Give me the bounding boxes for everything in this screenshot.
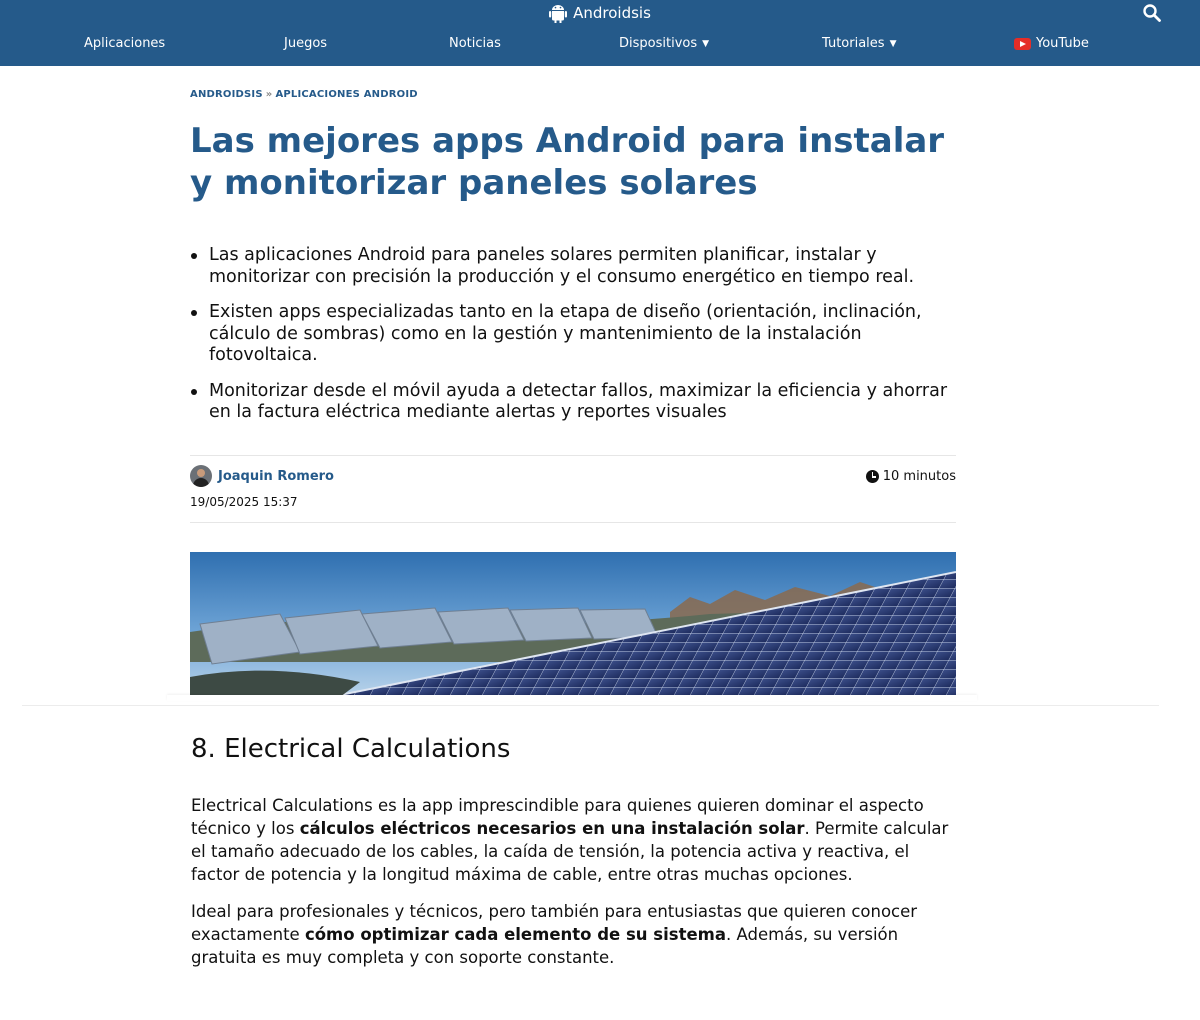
nav-item-tutoriales[interactable]	[822, 36, 896, 51]
chevron-down-icon: ▼	[889, 38, 897, 49]
article-summary	[190, 245, 960, 438]
summary-item: Las aplicaciones Android para paneles solares permiten planificar, instalar y monitorizar con precisión la producción y el consumo energético en tiempo real.	[190, 245, 960, 288]
read-time	[866, 469, 956, 484]
summary-item: Existen apps especializadas tanto en la etapa de diseño (orientación, inclinación, cálculo de sombras) como en la gestión y mantenimiento de la instalación fotovoltaica.	[190, 302, 960, 367]
nav-label: YouTube	[1036, 36, 1089, 51]
article-title: Las mejores apps Android para instalar y monitorizar paneles solares	[190, 121, 945, 203]
nav-label: Aplicaciones	[84, 36, 166, 51]
site-name: Androidsis	[573, 4, 651, 22]
nav-label: Juegos	[284, 36, 328, 51]
paragraph-emphasis: cálculos eléctricos necesarios en una instalación solar	[299, 819, 805, 838]
solar-panels-photo	[190, 552, 956, 697]
android-icon	[549, 3, 567, 23]
site-logo[interactable]	[0, 0, 1200, 26]
clock-icon	[866, 470, 879, 483]
divider	[190, 522, 956, 523]
hero-image	[190, 552, 956, 697]
section-divider	[22, 705, 1159, 706]
breadcrumb-separator: »	[265, 89, 273, 100]
paragraph-1	[191, 794, 951, 886]
breadcrumb-home-link[interactable]: ANDROIDSIS	[190, 89, 263, 100]
nav-label: Dispositivos	[619, 36, 698, 51]
section-divider-card	[167, 695, 977, 701]
breadcrumb-category-link[interactable]: APLICACIONES ANDROID	[275, 89, 418, 100]
youtube-icon	[1014, 38, 1031, 50]
paragraph-emphasis: cómo optimizar cada elemento de su sistema	[304, 925, 726, 944]
nav-item-dispositivos[interactable]	[619, 36, 709, 51]
paragraph-text: Electrical Calculations es la app imprescindible para quienes quieren dominar el aspecto técnico y los	[191, 796, 924, 838]
breadcrumb	[190, 89, 418, 100]
section-heading: 8. Electrical Calculations	[191, 734, 511, 764]
nav-item-juegos[interactable]	[284, 36, 327, 51]
main-nav	[0, 36, 1200, 58]
avatar[interactable]	[190, 465, 212, 487]
summary-list	[190, 245, 960, 424]
paragraph-text: . Permite calcular el tamaño adecuado de los cables, la caída de tensión, la potencia activa y reactiva, el factor de potencia y la longitud máxima de cable, entre otras muchas opciones.	[191, 819, 949, 884]
author-block	[190, 465, 334, 487]
site-header	[0, 0, 1200, 66]
chevron-down-icon: ▼	[702, 38, 710, 49]
paragraph-2	[191, 900, 951, 969]
search-icon[interactable]	[1142, 3, 1162, 23]
nav-item-aplicaciones[interactable]	[84, 36, 165, 51]
author-name[interactable]: Joaquin Romero	[218, 468, 334, 484]
publish-date: 19/05/2025 15:37	[190, 495, 298, 509]
nav-label: Tutoriales	[822, 36, 885, 51]
summary-item: Monitorizar desde el móvil ayuda a detectar fallos, maximizar la eficiencia y ahorrar en la factura eléctrica mediante alertas y reportes visuales	[190, 381, 960, 424]
nav-item-noticias[interactable]	[449, 36, 501, 51]
paragraph-text: . Además, su versión gratuita es muy completa y con soporte constante.	[191, 925, 899, 967]
divider	[190, 455, 956, 456]
read-time-label: 10 minutos	[882, 469, 956, 484]
paragraph-text: Ideal para profesionales y técnicos, pero también para entusiastas que quieren conocer exactamente	[191, 902, 918, 944]
nav-label: Noticias	[449, 36, 501, 51]
nav-item-youtube[interactable]	[1014, 36, 1089, 51]
